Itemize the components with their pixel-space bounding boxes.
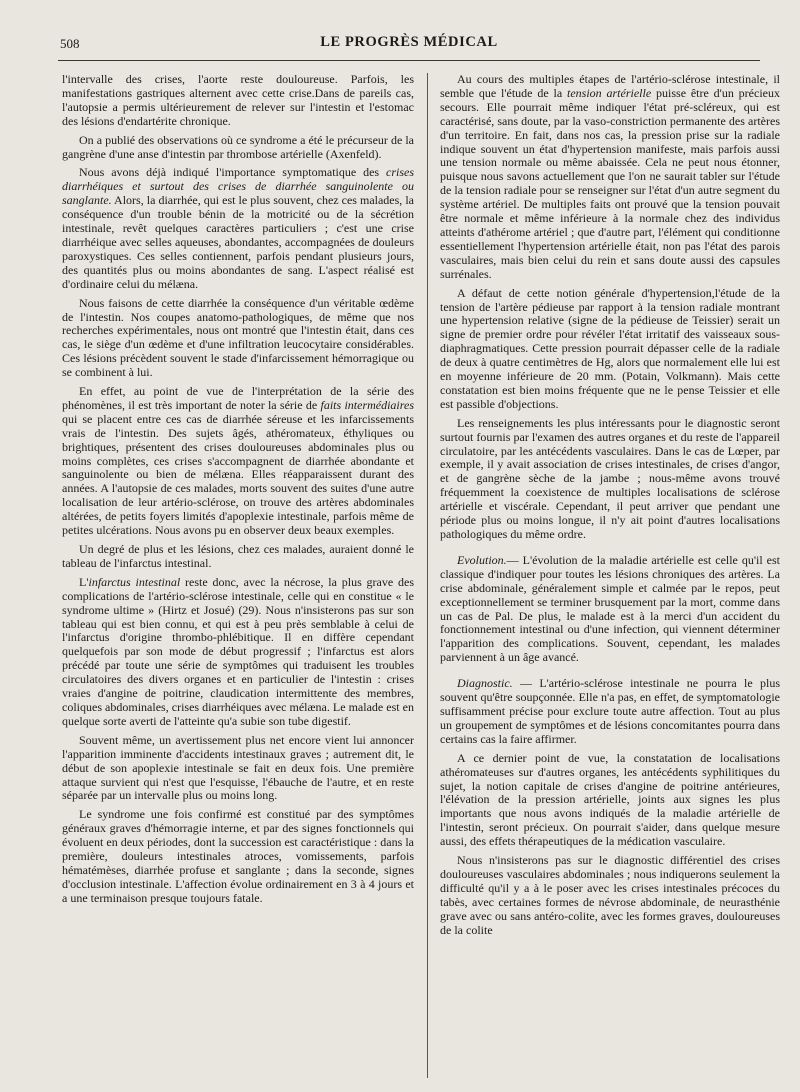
text-run: En effet, au point de vue de l'interprétation de la série des phénomènes, il est très important de noter la série de (62, 384, 414, 412)
paragraph: Le syndrome une fois confirmé est constitué par des symptômes généraux graves d'hémorragie interne, et par des signes fonctionnels qui évoluent en deux périodes, dont la succession est caractéristique : dans la première, douleurs intestinales atroces, vomissements, parfois hématémèses, diarrhée profuse et sanglante ; dans la seconde, signes d'occlusion intestinale. L'affection évolue ordinairement en 3 à 4 jours et a une terminaison presque toujours fatale. (62, 807, 414, 905)
section-heading-evolution: Evolution. (457, 552, 507, 567)
text-run: Alors, la diarrhée, qui est le plus souvent, chez ces malades, la conséquence d'un trouble bénin de la motricité ou de la sécrétion intestinale, revêt quelques caractères particuliers ; c'est une crise diarrhéique avec selles aqueuses, abondantes, accompagnées de douleurs paroxystiques. Ces selles contiennent, parfois pendant plusieurs jours, des quantités plus ou moins abondantes de sang. L'aspect réalisé est d'ordinaire celui du mélæna. (62, 193, 414, 291)
text-run: puisse être d'un précieux secours. Elle pourrait même indiquer l'état pré-scléreux, qui est caractérisé, sans doute, par la vaso-constriction permanente des artères d'un territoire. En fait, dans nos cas, la pression prise sur la radiale indique souvent un état d'hypertension manifeste, mais parfois aussi une tension normale ou même abaissée. Cela ne peut nous étonner, puisque nous savons actuellement que l'on ne saurait tabler sur l'étude de la tension radiale pour se renseigner sur l'état d'un autre segment du système artériel. De multiples faits ont prouvé que la tension pouvait être normale et même inférieure à la normale chez des individus atteints d'athérome artériel ; que d'autre part, l'élément qui conditionne essentiellement l'hypertension artérielle était, non pas l'état des parois vasculaires, mais bien celui du rein et sans doute aussi des capsules surrénales. (440, 85, 780, 281)
paragraph (62, 385, 414, 538)
paragraph: Les renseignements les plus intéressants pour le diagnostic seront surtout fournis par l'examen des autres organes et du reste de l'appareil circulatoire, par les antécédents vasculaires. Dans le cas de Lœper, par exemple, il y avait association de crises intestinales, de crises d'angor, et de gangrène sèche de la jambe ; nous-même avons trouvé fréquemment la coexistence de multiples localisations de sclérose artérielle et viscérale. Cependant, il peut arriver que pendant une période plus ou moins longue, il n'y ait point d'autres localisations pathologiques du même ordre. (440, 415, 780, 541)
italic-phrase: crises diarrhéiques et surtout des crises de diarrhée sanguinolente ou sanglante. (62, 165, 414, 208)
paragraph: On a publié des observations où ce syndrome a été le précurseur de la gangrène d'une anse d'intestin par thrombose artérielle (Axenfeld). (62, 132, 414, 161)
text-run: L' (79, 574, 89, 589)
text-run: — L'artério-sclérose intestinale ne pourra le plus souvent qu'être soupçonnée. Elle n'a pas, en effet, de symptomatologie suffisamment précise pour exclure toute autre affection. Tout au plus un groupement de symptômes et de lésions concomitantes pourra dans certains cas la faire affirmer. (440, 676, 780, 746)
page-number: 508 (60, 36, 80, 51)
paragraph (62, 166, 414, 291)
paragraph: Souvent même, un avertissement plus net encore vient lui annoncer l'apparition imminente d'accidents intestinaux graves ; autrement dit, le début de son apoplexie intestinale se fait en deux fois. Une première attaque survient qui n'est que l'esquisse, l'ébauche de l'autre, et en reste séparée par un intervalle plus ou moins long. (62, 732, 414, 803)
journal-title: LE PROGRÈS MÉDICAL (320, 34, 498, 50)
column-divider (427, 73, 428, 1078)
text-run: reste donc, avec la nécrose, la plus grave des complications de l'artério-sclérose intestinale, celle qui en constitue « le syndrome ultime » (Hirtz et Josué) (29). Nous n'insisterons pas sur son tableau qui est bien connu, et qui est à peu près semblable à celui de l'infarctus d'origine thrombo-phlébitique. Il en diffère cependant quelquefois par son mode de début progressif ; l'infarctus est alors précédé par toute une série de symptômes qui traduisent les troubles circulatoires des divers organes et en particulier de l'intestin : crises vraies d'angine de poitrine, claudication intermittente des membres, coliques abdominales, crises diarrhéiques avec mélæna. Le malade est en quelque sorte averti de l'atteinte qu'a subie son tube digestif. (62, 574, 415, 728)
section-heading-diagnostic: Diagnostic. (457, 676, 513, 691)
paragraph: A défaut de cette notion générale d'hypertension,l'étude de la tension de l'artère pédieuse par rapport à la tension radiale montrant une hypertension relative (signe de la pédieuse de Teissier) serait un signe de premier ordre pour révéler l'état irritatif des vaisseaux sous-diaphragmatiques. Cette pression pourrait dépasser celle de la radiale de deux à quatre centimètres de Hg, alors que normalement elle lui est en moyenne inférieure de 20 mm. (Potain, Volkmann). Mais cette constatation est bien moins fréquente que ne le pense Teissier et elle est passible d'objections. (440, 285, 780, 411)
paragraph: Nous faisons de cette diarrhée la conséquence d'un véritable œdème de l'intestin. Nos coupes anatomo-pathologiques, de même que nos recherches expérimentales, nous ont montré que l'intestin était, dans ces cas, le siège d'un œdème et d'une infiltration leucocytaire considérables. Ces lésions précèdent souvent le stade d'infarcissement hémorragique ou se combinent à lui. (62, 295, 414, 380)
paragraph: A ce dernier point de vue, la constatation de localisations athéromateuses sur d'autres organes, les antécédents syphilitiques du sujet, la notion capitale de crises d'angine de poitrine antérieures, l'élévation de la pression artérielle, joints aux signes les plus importants que nous avons indiqués de la maladie artérielle de l'intestin, seront précieux. On pourrait s'aider, dans quelque mesure aussi, des effets thérapeutiques de la médication vasculaire. (440, 750, 780, 849)
text-run: qui se placent entre ces cas de diarrhée séreuse et les infarcissements vrais de l'intestin. Des sujets âgés, athéromateux, éthyliques ou brightiques, présentent des crises douloureuses abdominales plus ou moins complètes, ces crises s'accompagnent de diarrhée abondante et sanguinolente ou bien de mélæna. Elles réapparaissent durant des années. A l'autopsie de ces malades, morts souvent des suites d'une autre localisation de leur artério-sclérose, on trouve des artères abdominales altérées, de petits foyers limités d'apoplexie intestinale, parfois même de petites ulcérations. Nous avons pu en observer deux beaux exemples. (62, 411, 414, 538)
text-run: Nous avons déjà indiqué l'importance symptomatique des (79, 165, 386, 180)
paragraph (62, 576, 414, 729)
paragraph: l'intervalle des crises, l'aorte reste douloureuse. Parfois, les manifestations gastriques alternent avec cette crise.Dans de pareils cas, l'autopsie a permis ultérieurement de relever sur l'intestin et l'estomac des lésions d'endartérite chronique. (62, 72, 414, 128)
section-evolution (440, 554, 780, 665)
text-run: — L'évolution de la maladie artérielle est celle qu'il est classique d'indiquer pour toutes les lésions chroniques des artères. La crise abdominale, généralement simple et calmée par le repos, peut exceptionnellement se terminer brusquement par la mort, comme dans un cas de Pal. De plus, le malade est à la merci d'un accident du fonctionnement intestinal ou d'une infection, qui viennent déterminer l'apparition des complications. Souvent, cependant, les malades parviennent à un âge avancé. (440, 552, 780, 665)
paragraph: Un degré de plus et les lésions, chez ces malades, auraient donné le tableau de l'infarctus intestinal. (62, 542, 414, 570)
italic-phrase: tension artérielle (567, 85, 652, 100)
right-column (440, 73, 780, 942)
paragraph: Nous n'insisterons pas sur le diagnostic différentiel des crises douloureuses vasculaires abdominales ; nous indiquerons seulement la difficulté qu'il y a à le poser avec les crises intestinales précoces du tabès, avec certaines formes de névrose abdominale, de neurasthénie grave avec ou sans antéro-colite, avec les formes graves, douloureuses de la colite (440, 853, 780, 937)
text-run: Au cours des multiples étapes de l'artério-sclérose intestinale, il semble que l'étude de la (440, 72, 780, 100)
italic-phrase: infarctus intestinal (88, 574, 181, 589)
paragraph (440, 73, 780, 282)
section-diagnostic (440, 677, 780, 747)
italic-phrase: faits intermédiaires (320, 397, 414, 412)
left-column (62, 73, 414, 911)
page-header (58, 30, 760, 61)
